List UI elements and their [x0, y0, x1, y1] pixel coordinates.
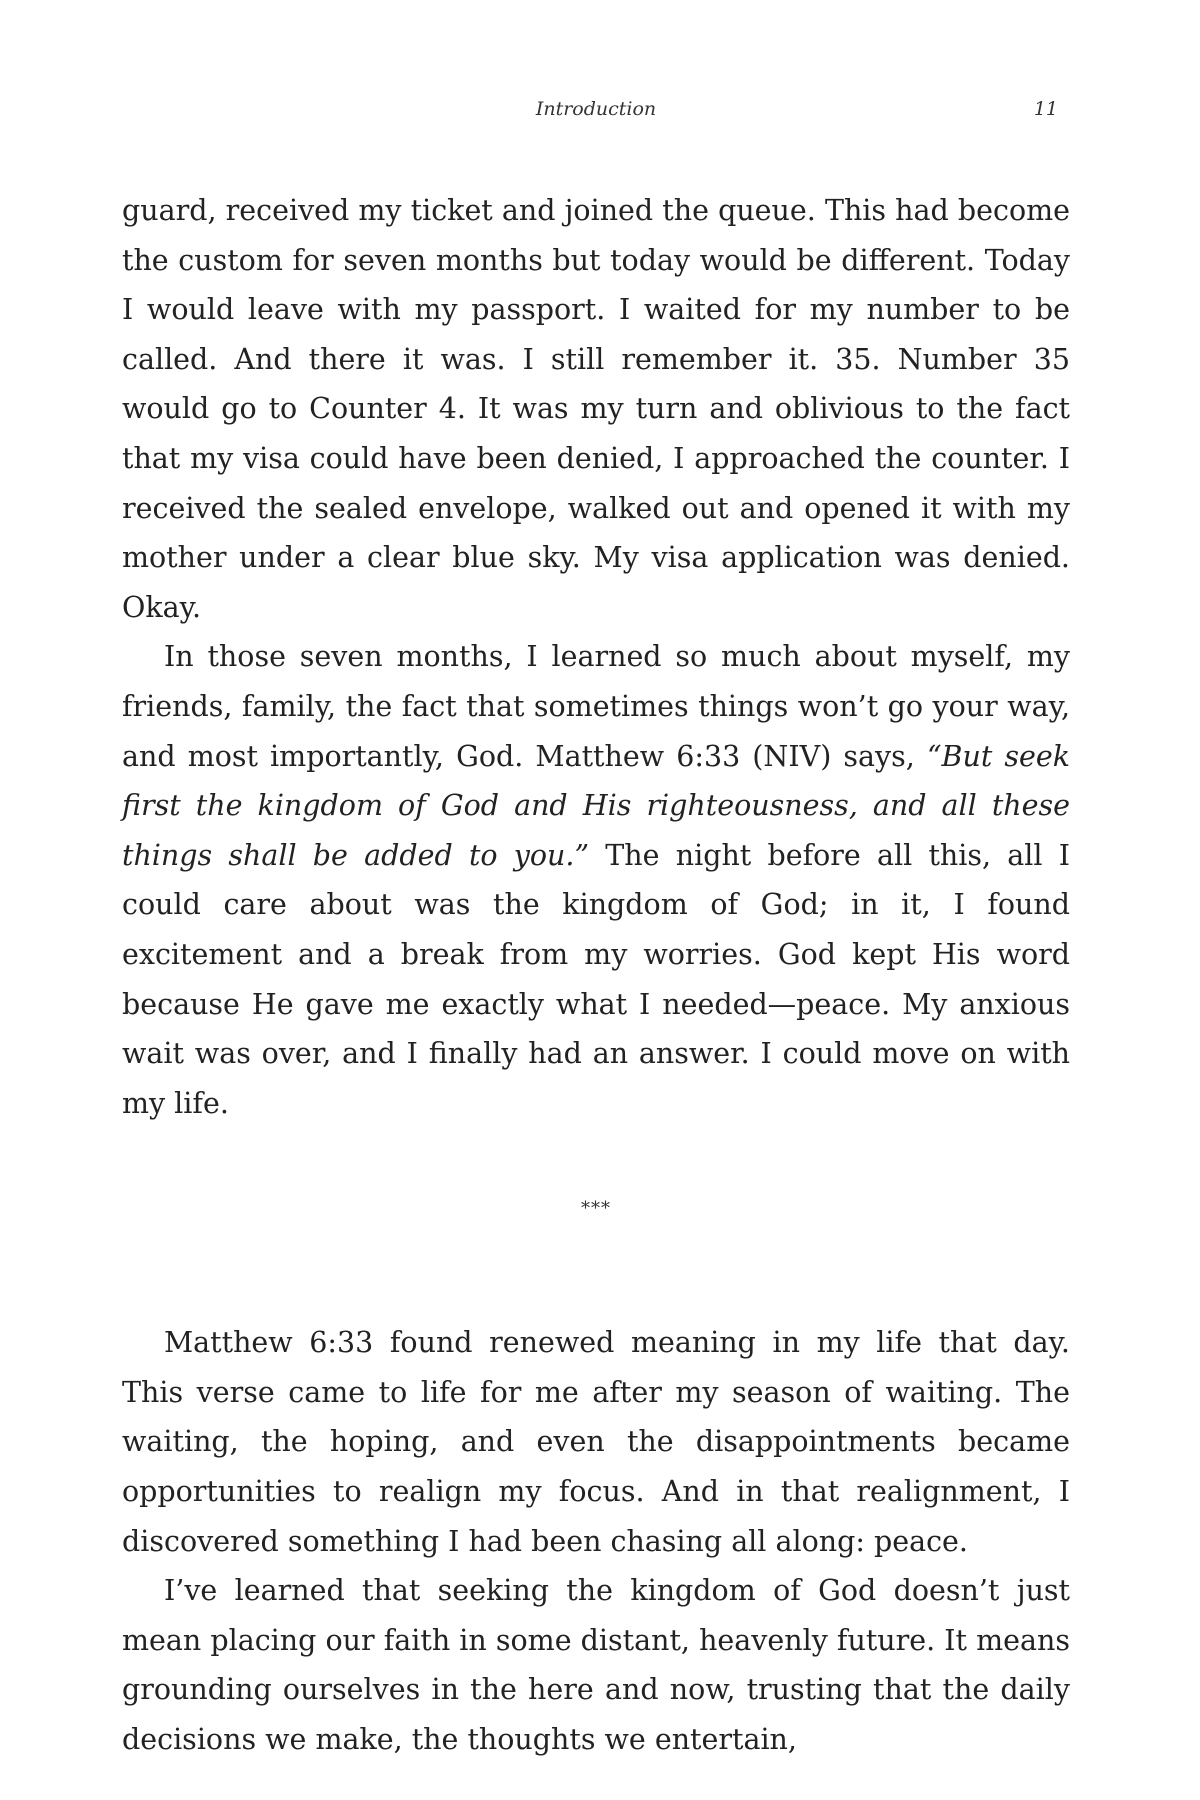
- separator-glyph: ***: [581, 1198, 611, 1220]
- paragraph: Matthew 6:33 found renewed meaning in my life that day. This verse came to life for me after my season of waiting. The waiting, the hoping, and even the disappointments became opportunities to realign my focus. And in that realignment, I discovered something I had been chasing all along: peace.: [122, 1326, 1070, 1558]
- scripture-quote: “But seek first the kingdom of God and His righteousness, and all these things shall be added to you.”: [122, 739, 1071, 872]
- page-number: 11: [1033, 98, 1058, 120]
- body-text: [122, 186, 1070, 1765]
- paragraph: I’ve learned that seeking the kingdom of God doesn’t just mean placing our faith in some distant, heavenly future. It means grounding ourselves in the here and now, trusting that the daily decisions we make, the thoughts we entertain,: [122, 1574, 1070, 1757]
- running-header: [122, 98, 1070, 128]
- running-title: Introduction: [535, 98, 657, 120]
- section-separator: [122, 1168, 1070, 1268]
- paragraph-continued: guard, received my ticket and joined the queue. This had become the custom for seven months but today would be different. Today I would leave with my passport. I waited for my number to be called. And there it was. I still remember it. 35. Number 35 would go to Counter 4. It was my turn and oblivious to the fact that my visa could have been denied, I approached the counter. I received the sealed envelope, walked out and opened it with my mother under a clear blue sky. My visa application was denied. Okay.: [122, 194, 1070, 624]
- paragraph-text: In those seven months, I learned so much about myself, my friends, family, the fact that sometimes things won’t go your way, and most importantly, God. Matthew 6:33 (NIV) says,: [122, 640, 1070, 773]
- paragraph-text: The night before all this, all I could care about was the kingdom of God; in it, I found excitement and a break from my worries. God kept His word because He gave me exactly what I needed—peace. My anxious wait was over, and I finally had an answer. I could move on with my life.: [122, 838, 1070, 1120]
- paragraph: [122, 632, 1070, 1128]
